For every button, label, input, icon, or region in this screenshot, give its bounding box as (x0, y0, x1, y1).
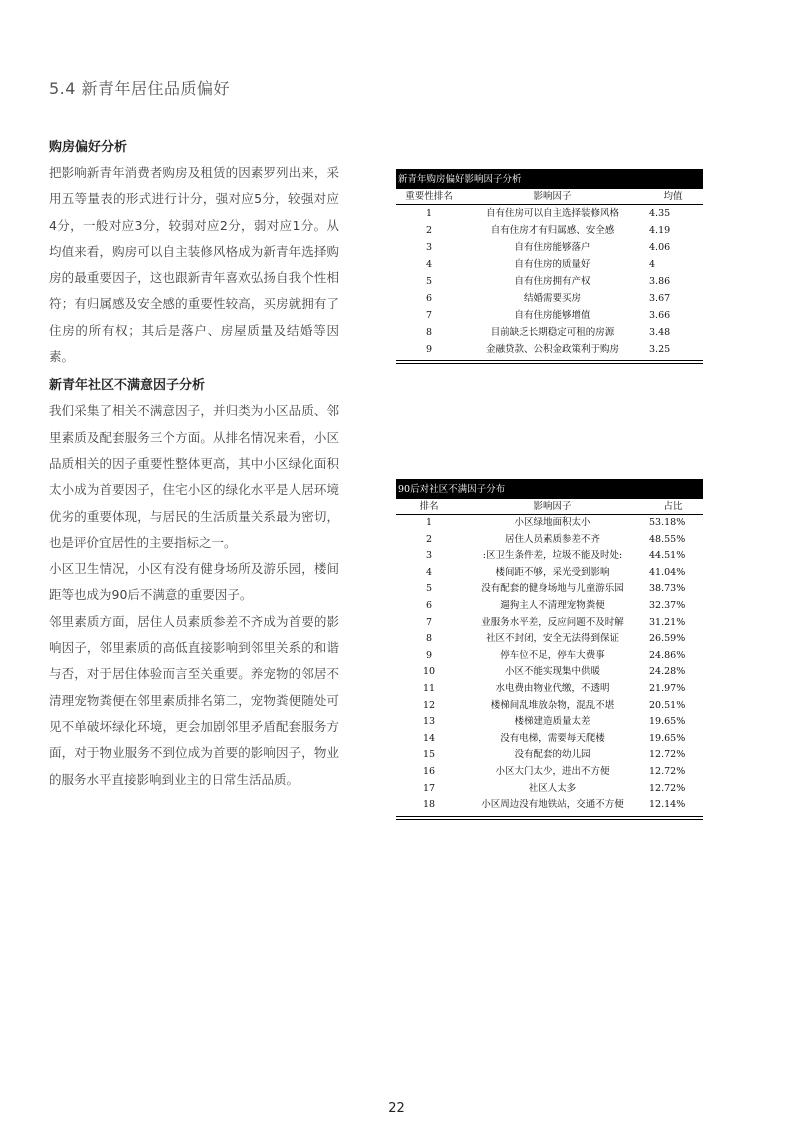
factor-cell: 自有住房的质量好 (514, 259, 591, 270)
table-row (396, 747, 703, 764)
factor-cell: 没有配套的健身场地与儿童游乐园 (481, 583, 624, 595)
rank-cell: 1 (425, 517, 433, 528)
table-title: 90后对社区不满因子分布 (396, 479, 703, 499)
rank-cell: 9 (425, 344, 433, 355)
value-cell: 3.86 (649, 276, 671, 287)
heading-community-dissatisfaction: 新青年社区不满意因子分析 (49, 378, 206, 394)
factor-cell: 自有住房才有归属感、安全感 (490, 225, 615, 236)
rank-cell: 4 (425, 566, 433, 578)
value-cell: 41.04% (649, 566, 686, 578)
table-row (396, 581, 703, 598)
table-row (396, 615, 703, 632)
table-bottom-rule (396, 816, 703, 820)
paragraph-hygiene: 小区卫生情况，小区有没有健身场所及游乐园，楼间距等也成为90后不满意的重要因子。 (49, 561, 339, 603)
value-cell: 20.51% (649, 699, 686, 711)
table-row (396, 205, 703, 223)
section-title: 5.4 新青年居住品质偏好 (49, 79, 231, 98)
table-row (396, 324, 703, 341)
table-row (396, 598, 703, 615)
value-cell: 48.55% (649, 533, 686, 545)
table-row (396, 273, 703, 290)
value-cell: 3.66 (649, 310, 671, 321)
table-row (396, 307, 703, 324)
value-cell: 32.37% (649, 599, 686, 611)
rank-cell: 18 (422, 799, 436, 811)
table-row (396, 664, 703, 681)
rank-cell: 8 (425, 633, 433, 645)
factor-cell: 小区大门太少，进出不方便 (495, 765, 610, 777)
purchase-factor-table (396, 169, 703, 364)
value-cell: 12.72% (649, 765, 686, 777)
column-header-mean: 均值 (643, 189, 703, 205)
value-cell: 3.25 (649, 344, 671, 355)
table-row (396, 515, 703, 532)
page-number: 22 (388, 1101, 405, 1116)
table-row (396, 714, 703, 731)
value-cell: 24.28% (649, 666, 686, 678)
rank-cell: 4 (425, 259, 433, 270)
factor-cell: 结婚需要买房 (523, 293, 581, 304)
factor-cell: 社区人太多 (528, 782, 577, 794)
table-title: 新青年购房偏好影响因子分析 (396, 169, 703, 189)
factor-cell: 没有配套的幼儿园 (514, 749, 591, 761)
rank-cell: 7 (425, 310, 433, 321)
rank-cell: 14 (422, 732, 436, 744)
factor-cell: 楼梯间乱堆放杂物，混乱不堪 (490, 699, 615, 711)
value-cell: 12.14% (649, 799, 686, 811)
column-header-rank: 重要性排名 (396, 189, 462, 205)
factor-cell: 目前缺乏长期稳定可租的房源 (490, 327, 615, 338)
factor-cell: 自有住房可以自主选择装修风格 (485, 208, 619, 219)
rank-cell: 6 (425, 599, 433, 611)
value-cell: 31.21% (649, 616, 686, 628)
community-dissatisfaction-table (396, 479, 703, 820)
factor-cell: 遛狗主人不清理宠物粪便 (500, 599, 605, 611)
factor-cell: 自有住房能够落户 (514, 242, 591, 253)
rank-cell: 3 (425, 242, 433, 253)
rank-cell: 12 (422, 699, 436, 711)
value-cell: 12.72% (649, 749, 686, 761)
value-cell: 44.51% (649, 550, 686, 562)
column-header-factor: 影响因子 (462, 189, 643, 205)
heading-purchase-preference: 购房偏好分析 (49, 140, 128, 155)
table-row (396, 797, 703, 814)
column-header-factor: 影响因子 (462, 499, 643, 515)
table-row (396, 698, 703, 715)
rank-cell: 2 (425, 533, 433, 545)
rank-cell: 17 (422, 782, 436, 794)
value-cell: 4.06 (649, 242, 671, 253)
rank-cell: 5 (425, 276, 433, 287)
rank-cell: 9 (425, 649, 433, 661)
value-cell: 4 (649, 259, 656, 270)
table-row (396, 565, 703, 582)
factor-cell: 自有住房能够增值 (514, 310, 591, 321)
factor-cell: 自有住房拥有产权 (514, 276, 591, 287)
factor-cell: 金融贷款、公积金政策利于购房 (485, 344, 619, 355)
table-row (396, 648, 703, 665)
table-row (396, 256, 703, 273)
value-cell: 4.19 (649, 225, 671, 236)
value-cell: 26.59% (649, 633, 686, 645)
paragraph-purchase-preference: 把影响新青年消费者购房及租赁的因素罗列出来，采用五等量表的形式进行计分，强对应5分，较强对应4分，一般对应3分，较弱对应2分，弱对应1分。从均值来看，购房可以自主装修风格成为新青年选择购房的最重要因子，这也跟新青年喜欢弘扬自我个性相符；有归属感及安全感的重要性较高，买房就拥有了住房的所有权；其后是落户、房屋质量及结婚等因素。 (49, 165, 339, 365)
rank-cell: 16 (422, 765, 436, 777)
paragraph-community-categories: 我们采集了相关不满意因子，并归类为小区品质、邻里素质及配套服务三个方面。从排名情况来看，小区品质相关的因子重要性整体更高，其中小区绿化面积太小成为首要因子，住宅小区的绿化水平是人居环境优劣的重要体现，与居民的生活质量关系最为密切，也是评价宜居性的主要指标之一。 (49, 403, 339, 550)
table-row (396, 532, 703, 549)
table-row (396, 341, 703, 358)
factor-cell: 居住人员素质参差不齐 (504, 533, 600, 545)
value-cell: 21.97% (649, 682, 686, 694)
factor-cell: 没有电梯，需要每天爬楼 (500, 732, 605, 744)
factor-cell: :区卫生条件差，垃圾不能及时处: (482, 550, 623, 562)
factor-cell: 小区绿地面积太小 (514, 517, 591, 528)
value-cell: 12.72% (649, 782, 686, 794)
table-row (396, 239, 703, 256)
factor-cell: 业服务水平差，反应问题不及时解 (481, 616, 624, 628)
rank-cell: 3 (425, 550, 433, 562)
rank-cell: 8 (425, 327, 433, 338)
rank-cell: 7 (425, 616, 433, 628)
body-text-column (49, 136, 339, 793)
value-cell: 38.73% (649, 583, 686, 595)
table-row (396, 781, 703, 798)
value-cell: 3.67 (649, 293, 671, 304)
factor-cell: 小区周边没有地铁站，交通不方便 (481, 799, 624, 811)
table-row (396, 290, 703, 307)
column-header-rank: 排名 (396, 499, 462, 515)
table-bottom-rule (396, 360, 703, 364)
table-row (396, 764, 703, 781)
rank-cell: 11 (422, 682, 436, 694)
paragraph-neighborhood: 邻里素质方面，居住人员素质参差不齐成为首要的影响因子，邻里素质的高低直接影响到邻里关系的和谐与否，对于居住体验而言至关重要。养宠物的邻居不清理宠物粪便在邻里素质排名第二，宠物粪便随处可见不单破坏绿化环境，更会加剧邻里矛盾配套服务方面，对于物业服务不到位成为首要的影响因子，物业的服务水平直接影响到业主的日常生活品质。 (49, 613, 339, 787)
value-cell: 24.86% (649, 649, 686, 661)
value-cell: 53.18% (649, 517, 686, 528)
factor-cell: 小区不能实现集中供暖 (504, 666, 600, 678)
table-row (396, 731, 703, 748)
value-cell: 19.65% (649, 732, 686, 744)
table-row (396, 681, 703, 698)
value-cell: 19.65% (649, 716, 686, 728)
rank-cell: 13 (422, 716, 436, 728)
rank-cell: 5 (425, 583, 433, 595)
column-header-share: 占比 (643, 499, 703, 515)
factor-cell: 楼间距不够，采光受到影响 (495, 566, 610, 578)
factor-cell: 楼梯建造质量太差 (514, 716, 591, 728)
rank-cell: 10 (422, 666, 436, 678)
table-row (396, 548, 703, 565)
factor-cell: 停车位不足，停车大费事 (500, 649, 605, 661)
rank-cell: 15 (422, 749, 436, 761)
rank-cell: 6 (425, 293, 433, 304)
table-row (396, 222, 703, 239)
rank-cell: 2 (425, 225, 433, 236)
table-row (396, 631, 703, 648)
value-cell: 3.48 (649, 327, 671, 338)
factor-cell: 水电费由物业代缴，不透明 (495, 682, 610, 694)
rank-cell: 1 (425, 208, 433, 219)
value-cell: 4.35 (649, 208, 671, 219)
factor-cell: 社区不封闭，安全无法得到保证 (485, 633, 619, 645)
